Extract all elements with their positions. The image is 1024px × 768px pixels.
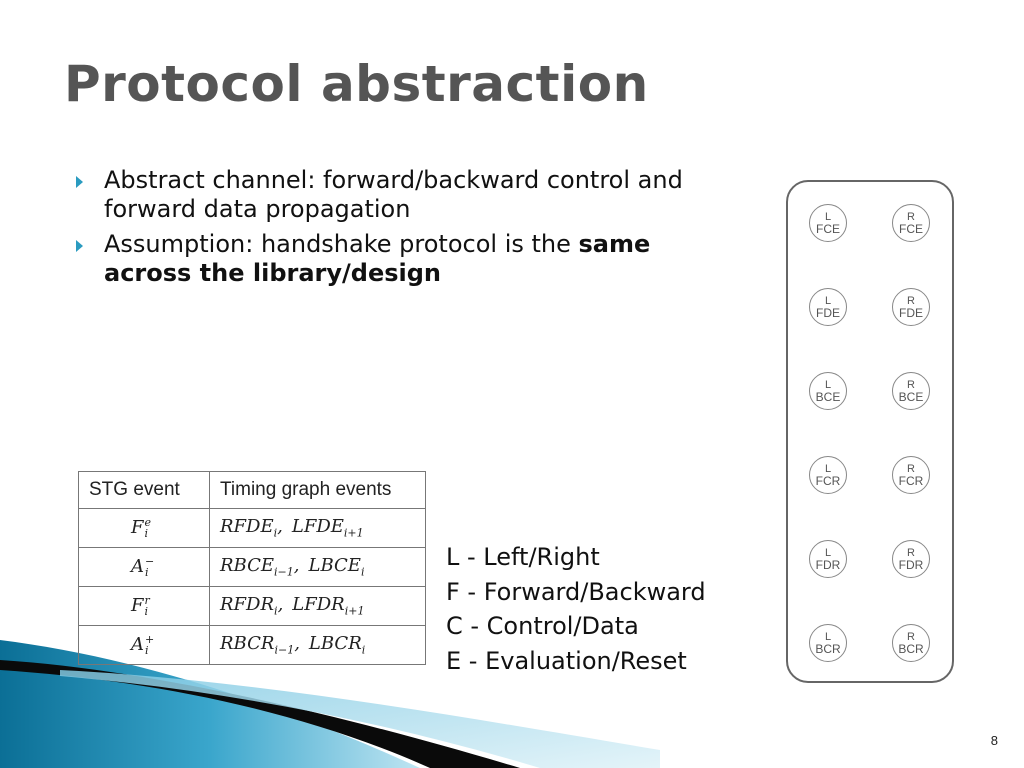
node-side-label: L: [824, 210, 832, 223]
table-header-row: [79, 472, 426, 509]
node-l-fce: [809, 204, 847, 242]
bullet-item: [76, 230, 696, 288]
table-row: [79, 548, 426, 587]
node-side-label: R: [907, 630, 915, 643]
table-header-stg: STG event: [79, 472, 210, 509]
node-code-label: BCR: [815, 641, 841, 656]
bullet-text: Assumption: handshake protocol is the: [104, 230, 579, 258]
node-code-label: FCR: [815, 473, 841, 488]
node-r-bce: [892, 372, 930, 410]
timing-events-cell: $RFDE_i$, $LFDE_{i+1}$: [210, 509, 426, 548]
node-code-label: BCE: [898, 389, 924, 404]
bullet-text: Abstract channel: forward/backward control and forward data propagation: [104, 166, 683, 223]
legend-item: F - Forward/Backward: [446, 577, 706, 606]
bullet-list: [76, 166, 696, 294]
node-code-label: FDR: [898, 557, 924, 572]
stg-event-cell: A + i: [79, 626, 210, 665]
node-side-label: L: [824, 546, 832, 559]
timing-events-cell: $RBCR_{i-1}$, $LBCR_i$: [210, 626, 426, 665]
stg-event-cell: F r i: [79, 587, 210, 626]
page-number: 8: [990, 733, 998, 748]
slide-title: Protocol abstraction: [64, 55, 649, 113]
bullet-item: [76, 166, 696, 224]
node-l-fdr: [809, 540, 847, 578]
stg-timing-table: [78, 471, 426, 665]
stg-event-cell: F e i: [79, 509, 210, 548]
table-body: [79, 509, 426, 665]
node-side-label: R: [907, 462, 915, 475]
table-row: [79, 626, 426, 665]
node-side-label: R: [907, 294, 915, 307]
node-l-bce: [809, 372, 847, 410]
node-side-label: R: [907, 378, 915, 391]
node-code-label: FCE: [816, 221, 840, 236]
node-r-fce: [892, 204, 930, 242]
legend: [446, 540, 706, 678]
node-r-fde: [892, 288, 930, 326]
node-code-label: FDE: [816, 305, 840, 320]
node-code-label: FDE: [899, 305, 923, 320]
node-r-fcr: [892, 456, 930, 494]
node-l-bcr: [809, 624, 847, 662]
legend-item: L - Left/Right: [446, 543, 600, 571]
node-side-label: R: [907, 546, 915, 559]
timing-events-cell: $RFDR_i$, $LFDR_{i+1}$: [210, 587, 426, 626]
node-side-label: L: [824, 378, 832, 391]
node-l-fcr: [809, 456, 847, 494]
table-row: [79, 587, 426, 626]
triangle-bullet-icon: [76, 176, 83, 188]
table-header-timing: Timing graph events: [210, 472, 426, 509]
node-side-label: L: [824, 630, 832, 643]
triangle-bullet-icon: [76, 240, 83, 252]
node-panel: [786, 180, 954, 683]
bullet-bold-text: same across the library/design: [104, 230, 651, 287]
timing-events-cell: $RBCE_{i-1}$, $LBCE_i$: [210, 548, 426, 587]
node-side-label: L: [824, 462, 832, 475]
node-side-label: L: [824, 294, 832, 307]
table-row: [79, 509, 426, 548]
stg-event-cell: A − i: [79, 548, 210, 587]
node-r-fdr: [892, 540, 930, 578]
legend-item: E - Evaluation/Reset: [446, 646, 687, 675]
node-l-fde: [809, 288, 847, 326]
node-code-label: FCE: [899, 221, 923, 236]
node-code-label: FCR: [898, 473, 924, 488]
node-side-label: R: [907, 210, 915, 223]
node-code-label: FDR: [815, 557, 841, 572]
legend-item: C - Control/Data: [446, 612, 639, 640]
node-code-label: BCE: [815, 389, 841, 404]
node-r-bcr: [892, 624, 930, 662]
node-code-label: BCR: [898, 641, 924, 656]
